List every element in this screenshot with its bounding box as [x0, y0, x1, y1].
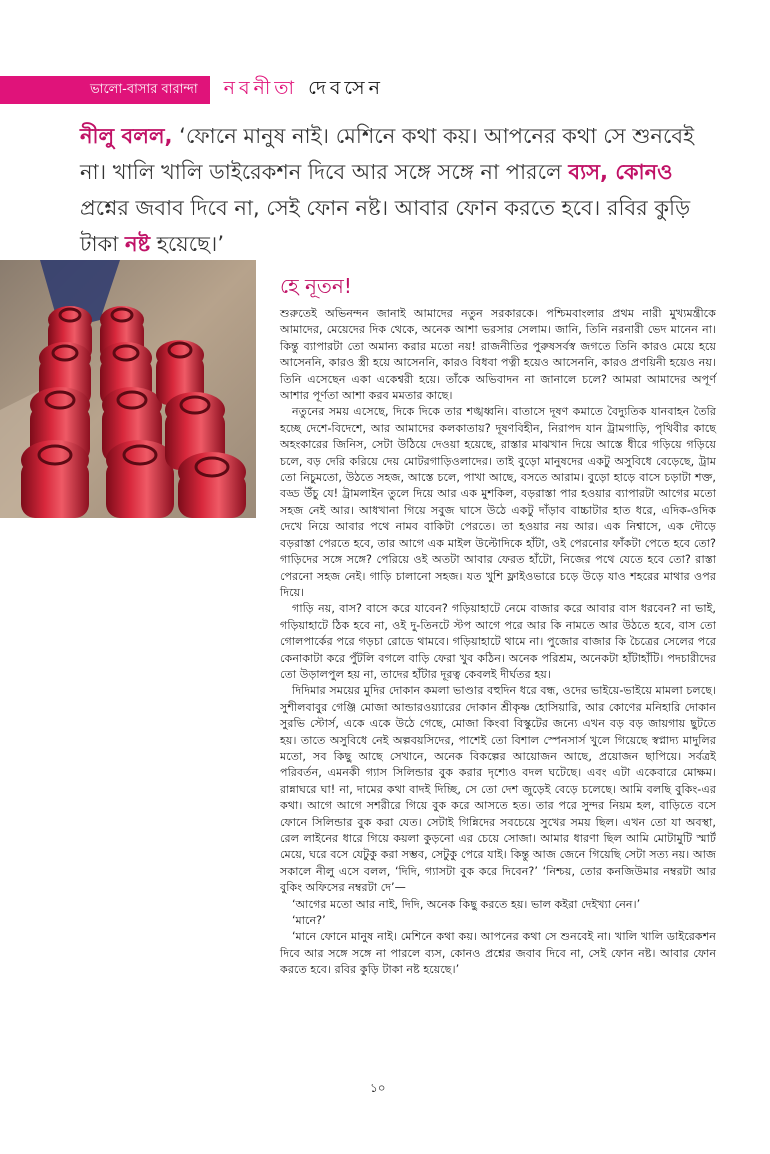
- pull-quote-speaker: নীলু বলল,: [80, 124, 173, 148]
- article-body: [280, 306, 716, 979]
- article-paragraph: ‘আগের মতো আর নাই, দিদি, অনেক কিছু করতে হয়। ভাল কইরা দেইখ্যা নেন।’: [292, 897, 641, 911]
- author-name: [224, 74, 384, 106]
- article-paragraph: দিদিমার সময়ের মুদির দোকান কমলা ভাণ্ডার বহুদিন ধরে বন্ধ, ওদের ভাইয়ে-ভাইয়ে মামলা চলছে। সুশীলবাবুর গেঞ্জি মোজা আন্ডারওয়্যারের দোকান শ্রীকৃষ্ণ হোসিয়ারি, আর কোণের মনিহারি দোকান সুরভি স্টোর্স, একে একে উঠে গেছে, মোজা কিংবা বিস্কুটের জন্যে এখন বড় বড় জায়গায় ছুটতে হয়। তাতে অসুবিধে নেই অল্পবয়সিদের, পাশেই তো বিশাল স্পেনসার্স খুলে গিয়েছে স্বপ্নাদ্য মাদুলির মতো, সব কিছু আছে সেখানে, অনেক বিকল্পের আয়োজন আছে, প্রয়োজন ছাপিয়ে। সর্বত্রই পরিবর্তন, এমনকী গ্যাস সিলিন্ডার বুক করার দৃশ্যেও বদল ঘটেছে। এবং এটা একেবারে মোক্ষম। রান্নাঘরে ঘা! না, দামের কথা বাদই দিচ্ছি, সে তো দেশ জুড়েই বেড়ে চলেছে। আমি বলছি বুকিং-এর কথা। আগে আগে সশরীরে গিয়ে বুক করে আসতে হত। তার পরে সুন্দর নিয়ম হল, বাড়িতে বসে ফোনে সিলিন্ডার বুক করা যেত। সেটাই গিন্নিদের সবচেয়ে সুখের সময় ছিল। এখন তো যা অবস্থা, রেল লাইনের ধারে গিয়ে কয়লা কুড়নো এর চেয়ে সোজা। আমার ধারণা ছিল আমি মোটামুটি স্মার্ট মেয়ে, ঘরে বসে যেটুকু করা সম্ভব, সেটুকু পেরে যাই। কিন্তু আজ জেনে গিয়েছি সেটা সত্য নয়। আজ সকালে নীলু এসে বলল, ‘দিদি, গ্যাসটা বুক করে দিবেন?’ ‘নিশ্চয়, তোর কনজিউমার নম্বরটা আর বুকিং অফিসের নম্বরটা দে’—: [280, 684, 716, 895]
- article-paragraph: গাড়ি নয়, বাস? বাসে করে যাবেন? গড়িয়াহাটে নেমে বাজার করে আবার বাস ধরবেন? না ভাই, গড়িয়াহাটে ঠিক হবে না, ওই দু-তিনটে স্টপ আগে পরে আর কি নামতে আর উঠতে হবে, বাস তো গোলপার্কের পরে গড়চা রোডে থামবে। গড়িয়াহাটে থামে না। পুজোর বাজার কি চৈত্রের সেলের পরে কেনাকাটা করে পুঁটলি বগলে বাড়ি ফেরা খুব কঠিন। অনেক পরিশ্রম, অনেকটা হাঁটাহাঁটি। পদচারীদের তো উড়ালপুল হয় না, তাদের হাঁটার দূরত্ব কেবলই দীর্ঘতর হয়।: [280, 602, 716, 681]
- article-paragraph: ‘মানে?’: [292, 914, 326, 928]
- pull-quote-text-2: প্রশ্নের জবাব দিবে না, সেই ফোন নষ্ট। আবার ফোন করতে হবে। রবির কুড়ি টাকা: [80, 196, 691, 256]
- page-number: ১০: [370, 1081, 386, 1095]
- author-first-name: নবনীতা: [223, 77, 299, 99]
- article-paragraph: ‘মানে ফোনে মানুষ নাই। মেশিনে কথা কয়। আপনের কথা সে শুনবেই না। খালি খালি ডাইরেকশন দিবে আর সঙ্গে সঙ্গে না পারলে ব্যস, কোনও প্রশ্নের জবাব দিবে না, সেই ফোন নষ্ট। আবার ফোন করতে হবে। রবির কুড়ি টাকা নষ্ট হয়েছে।’: [280, 930, 716, 977]
- pull-quote-text-3: হয়েছে।’: [150, 232, 224, 256]
- pull-quote-emphasis-2: নষ্ট: [125, 232, 151, 256]
- pull-quote-text-1: ‘ফোনে মানুষ নাই। মেশিনে কথা কয়। আপনের কথা সে শুনবেই না। খালি খালি ডাইরেকশন দিবে আর সঙ্গে সঙ্গে না পারলে: [80, 124, 694, 184]
- author-last-name: দেবসেন: [308, 77, 384, 99]
- article-paragraph: নতুনের সময় এসেছে, দিকে দিকে তার শঙ্খধ্বনি। বাতাসে দূষণ কমাতে বৈদ্যুতিক যানবাহন তৈরি হচ্ছে দেশে-বিদেশে, আর আমাদের কলকাতায়? দূষণবিহীন, নিরাপদ যান ট্রামগাড়ি, পৃথিবীর কাছে অহংকারের জিনিস, সেটা উঠিয়ে দেওয়া হয়েছে, রাস্তার মাঝখান দিয়ে আস্তে ধীরে গড়িয়ে গড়িয়ে চলে, বড় দেরি করিয়ে দেয় মোটরগাড়িওলাদের। তাই বুড়ো মানুষদের একটু অসুবিধে বেড়েছে, ট্রাম তো নিচুমতো, উঠতে সহজ, আস্তে চলে, পাখা আছে, বসতে আরাম। বুড়ো হাড়ে বাসে চড়াটা শক্ত, বড্ড উঁচু যে! ট্রামলাইন তুলে দিয়ে আর এক মুশকিল, বড়রাস্তা পার হওয়ার ব্যাপারটা আগের মতো সহজ নেই আর। আধখানা গিয়ে সবুজ ঘাসে উঠে একটু দাঁড়াব বাচ্চাটার হাত ধরে, এদিক-ওদিক দেখে নিয়ে আবার পথে নামব বাকিটা পেরতে। তা হওয়ার নয় আর। এক নিশ্বাসে, এক দৌড়ে বড়রাস্তা পেরতে হবে, তার আগে এক মাইল উল্টোদিকে হাঁটা, ওই পেরনোর ফাঁকটা পেতে হবে তো? গাড়িদের সঙ্গে সঙ্গে? পেরিয়ে ওই অতটা আবার ফেরত হাঁটো, নিজের পথে যেতে হবে তো? রাস্তা পেরনো সহজ নেই। গাড়ি চালানো সহজ। যত খুশি ফ্লাইওভারে চড়ে উড়ে যাও শহরের মাথার ওপর দিয়ে।: [280, 405, 716, 599]
- column-label: ভালো-বাসার বারান্দা: [0, 76, 210, 104]
- gas-cylinders-photo: [0, 260, 256, 518]
- pull-quote: [80, 118, 700, 262]
- article-paragraph: শুরুতেই অভিনন্দন জানাই আমাদের নতুন সরকারকে। পশ্চিমবাংলার প্রথম নারী মুখ্যমন্ত্রীকে আমাদের, মেয়েদের দিক থেকে, অনেক আশা ভরসার সেলাম। জানি, তিনি নরনারী ভেদ মানেন না। কিন্তু ব্যাপারটা তো অমান্য করার মতো নয়! রাজনীতির পুরুষসর্বস্ব জগতে তিনি কারও মেয়ে হয়ে আসেননি, কারও স্ত্রী হয়ে আসেননি, কারও বিধবা পত্নী হয়েও আসেননি, কারও প্রণয়িনী হয়েও নয়। তিনি এসেছেন একা একেশ্বরী হয়ে। তাঁকে অভিবাদন না জানালে চলে? আমরা আমাদের অপূর্ণ আশার পূর্ণতা আশা করব মমতার কাছে।: [280, 307, 716, 403]
- column-banner: [0, 76, 384, 104]
- pull-quote-emphasis-1: ব্যস, কোনও: [568, 160, 673, 184]
- article-title: হে নূতন!: [280, 274, 352, 298]
